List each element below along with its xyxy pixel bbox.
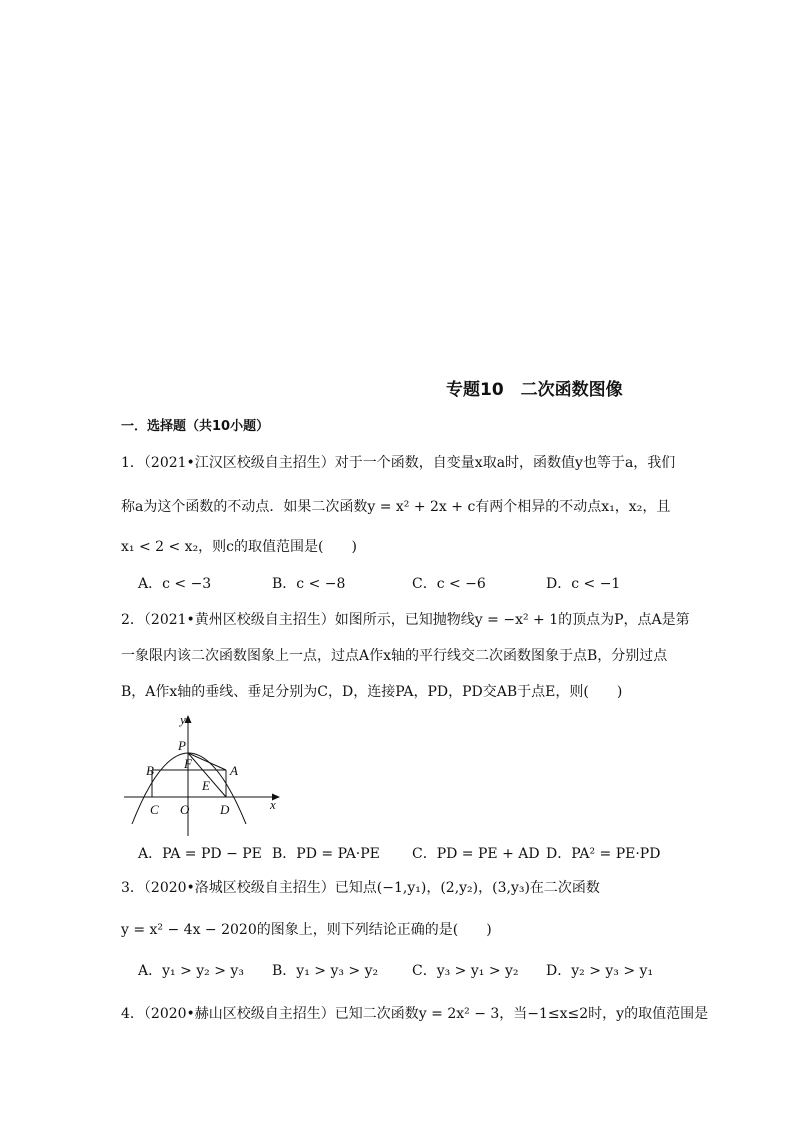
parabola-figure [118, 712, 290, 840]
segment-pa [188, 753, 226, 770]
q3-option-c: C．y₃ > y₁ > y₂ [412, 963, 519, 979]
label-d: D [220, 802, 230, 817]
q4-line-1: 4．（2020•赫山区校级自主招生）已知二次函数y = 2x² − 3，当−1≤x≤2时，y的取值范围是 [121, 1006, 709, 1022]
q3-option-b: B．y₁ > y₃ > y₂ [272, 963, 379, 979]
label-o: O [180, 802, 190, 817]
page-title: 专题10 二次函数图像 [446, 380, 623, 400]
label-x: x [270, 797, 276, 812]
q1-option-c: C．c < −6 [412, 576, 486, 592]
q1-line-3: x₁ < 2 < x₂，则c的取值范围是( ) [121, 539, 357, 555]
q3-option-a: A．y₁ > y₂ > y₃ [138, 963, 244, 979]
q2-option-a: A．PA = PD − PE [138, 846, 262, 862]
q1-option-b: B．c < −8 [272, 576, 346, 592]
label-f: F [184, 756, 192, 771]
q1-line-1: 1．（2021•江汉区校级自主招生）对于一个函数，自变量x取a时，函数值y也等于a，我们 [121, 455, 676, 471]
label-b: B [146, 763, 154, 778]
label-p: P [178, 738, 186, 753]
label-e: E [202, 778, 210, 793]
q1-option-a: A．c < −3 [138, 576, 212, 592]
q2-option-b: B．PD = PA·PE [272, 846, 380, 862]
q3-line-1: 3．（2020•洛城区校级自主招生）已知点(−1,y₁)，(2,y₂)，(3,y₃)在二次函数 [121, 880, 600, 896]
q2-option-c: C．PD = PE + AD [412, 846, 540, 862]
label-y: y [180, 712, 186, 727]
section-heading: 一．选择题（共10小题） [121, 419, 270, 434]
q1-option-d: D．c < −1 [546, 576, 621, 592]
label-a: A [230, 763, 238, 778]
q2-line-1: 2．（2021•黄州区校级自主招生）如图所示，已知抛物线y = −x² + 1的顶点为P，点A是第 [121, 612, 690, 628]
q2-line-2: 一象限内该二次函数图象上一点，过点A作x轴的平行线交二次函数图象于点B，分别过点 [121, 648, 668, 664]
q3-line-2: y = x² − 4x − 2020的图象上，则下列结论正确的是( ) [121, 922, 492, 938]
label-c: C [150, 802, 159, 817]
q1-line-2: 称a为这个函数的不动点．如果二次函数y = x² + 2x + c有两个相异的不动点x₁，x₂，且 [121, 499, 671, 515]
q3-option-d: D．y₂ > y₃ > y₁ [546, 963, 654, 979]
q2-line-3: B，A作x轴的垂线、垂足分别为C，D，连接PA，PD，PD交AB于点E，则( ) [121, 684, 623, 700]
q2-option-d: D．PA² = PE·PD [546, 846, 661, 862]
